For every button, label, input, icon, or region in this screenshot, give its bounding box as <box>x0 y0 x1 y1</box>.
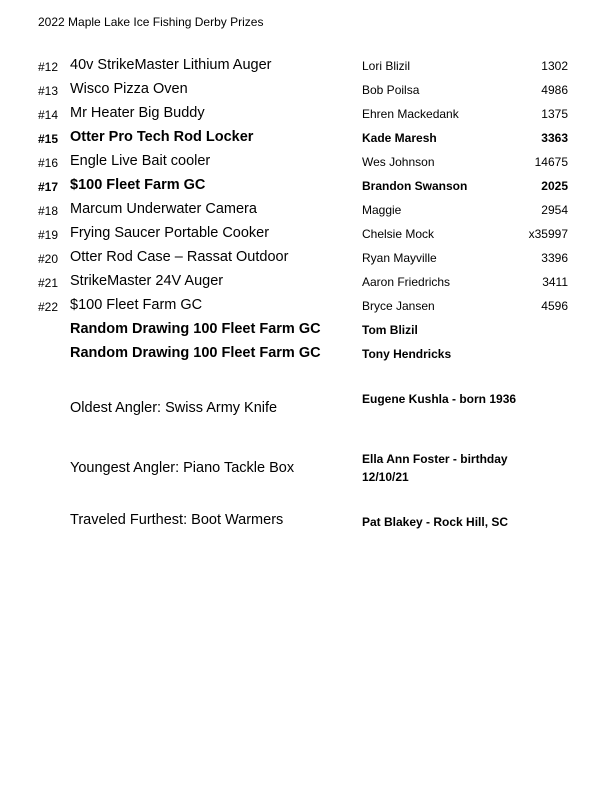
ticket-number: 14675 <box>534 155 568 169</box>
ticket-number: 1302 <box>541 59 568 73</box>
ticket-number: 4986 <box>541 83 568 97</box>
drawing-winner: Tony Hendricks <box>362 347 452 361</box>
drawing-prize: Random Drawing 100 Fleet Farm GC <box>70 321 321 337</box>
ticket-number: 2025 <box>541 179 568 193</box>
page-title: 2022 Maple Lake Ice Fishing Derby Prizes <box>38 15 264 29</box>
prize-number: #12 <box>38 60 59 74</box>
prize-row <box>0 296 612 318</box>
prize-row <box>0 56 612 78</box>
prize-name: Frying Saucer Portable Cooker <box>70 225 270 241</box>
special-winner: Pat Blakey - Rock Hill, SC <box>362 515 509 529</box>
prize-number: #22 <box>38 300 59 314</box>
ticket-number: 4596 <box>541 299 568 313</box>
drawing-prize: Random Drawing 100 Fleet Farm GC <box>70 345 321 361</box>
ticket-number: 3396 <box>541 251 568 265</box>
special-winner: Ella Ann Foster - birthday 12/10/21 <box>362 452 508 484</box>
prize-number: #20 <box>38 252 59 266</box>
prize-row <box>0 272 612 294</box>
prize-row <box>0 80 612 102</box>
prize-name: Wisco Pizza Oven <box>70 81 188 97</box>
ticket-number: 3363 <box>541 131 568 145</box>
drawing-winner: Tom Blizil <box>362 323 418 337</box>
winner-name: Ryan Mayville <box>362 251 437 265</box>
prize-name: $100 Fleet Farm GC <box>70 297 203 313</box>
special-winner: Eugene Kushla - born 1936 <box>362 392 517 406</box>
prize-number: #19 <box>38 228 59 242</box>
prize-row <box>0 104 612 126</box>
prize-row <box>0 200 612 222</box>
prize-number: #18 <box>38 204 59 218</box>
prize-row <box>0 224 612 246</box>
prize-name: Marcum Underwater Camera <box>70 201 257 217</box>
prize-name: $100 Fleet Farm GC <box>70 177 206 193</box>
drawing-row <box>0 320 612 342</box>
ticket-number: x35997 <box>528 227 568 241</box>
winner-name: Lori Blizil <box>362 59 411 73</box>
prize-number: #16 <box>38 156 59 170</box>
special-prize: Oldest Angler: Swiss Army Knife <box>70 400 278 416</box>
ticket-number: 2954 <box>541 203 568 217</box>
winner-name: Chelsie Mock <box>362 227 435 241</box>
prize-name: Otter Pro Tech Rod Locker <box>70 129 254 145</box>
prize-row <box>0 248 612 270</box>
special-prize: Youngest Angler: Piano Tackle Box <box>70 460 295 476</box>
winner-name: Aaron Friedrichs <box>362 275 451 289</box>
prize-number: #15 <box>38 132 59 146</box>
winner-name: Brandon Swanson <box>362 179 468 193</box>
prize-number: #13 <box>38 84 59 98</box>
winner-name: Kade Maresh <box>362 131 437 145</box>
drawing-row <box>0 344 612 366</box>
prize-name: Engle Live Bait cooler <box>70 153 211 169</box>
prize-name: StrikeMaster 24V Auger <box>70 273 224 289</box>
winner-name: Bob Poilsa <box>362 83 420 97</box>
special-award-row <box>0 390 612 430</box>
special-award-row <box>0 512 612 552</box>
ticket-number: 1375 <box>541 107 568 121</box>
winner-name: Ehren Mackedank <box>362 107 459 121</box>
prize-row <box>0 176 612 198</box>
prize-name: Mr Heater Big Buddy <box>70 105 205 121</box>
prize-row <box>0 128 612 150</box>
winner-name: Bryce Jansen <box>362 299 435 313</box>
prize-row <box>0 152 612 174</box>
prize-name: Otter Rod Case – Rassat Outdoor <box>70 249 289 265</box>
prize-number: #14 <box>38 108 59 122</box>
prize-number: #17 <box>38 180 59 194</box>
ticket-number: 3411 <box>542 275 568 289</box>
winner-name: Maggie <box>362 203 402 217</box>
prize-number: #21 <box>38 276 59 290</box>
special-prize: Traveled Furthest: Boot Warmers <box>70 512 284 528</box>
prize-name: 40v StrikeMaster Lithium Auger <box>70 57 272 73</box>
winner-name: Wes Johnson <box>362 155 435 169</box>
special-award-row <box>0 450 612 490</box>
